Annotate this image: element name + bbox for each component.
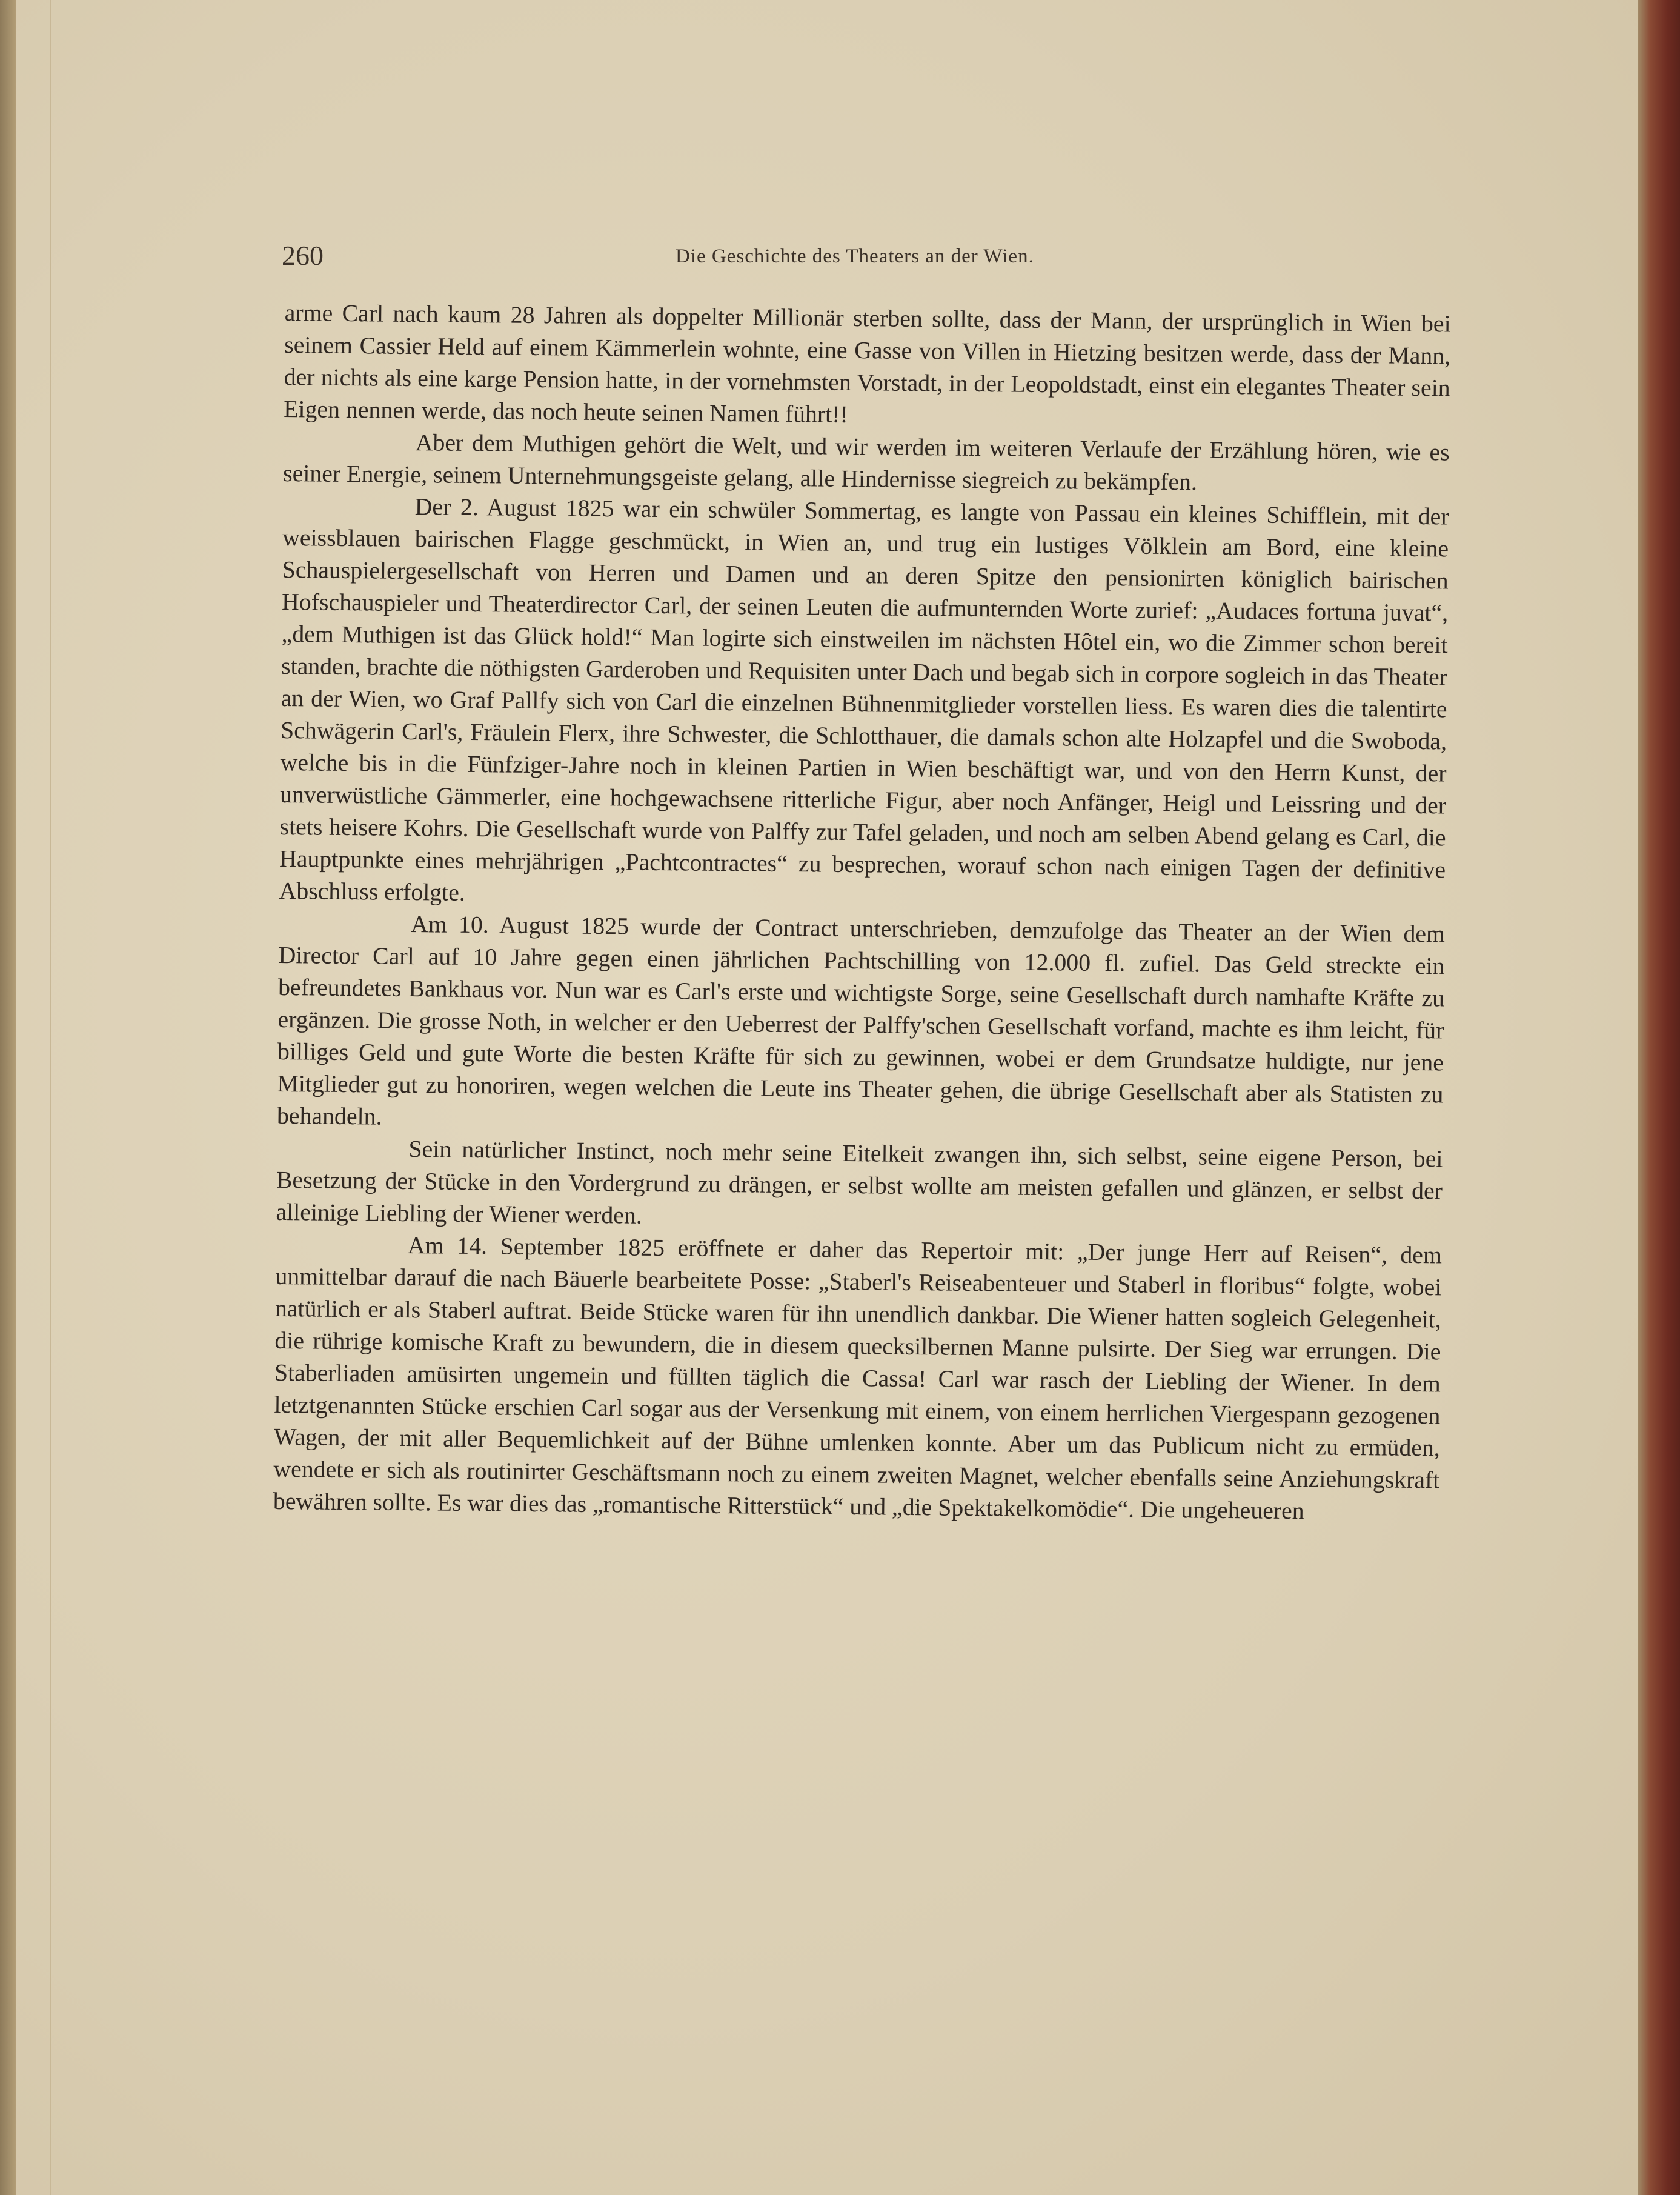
- book-spine-edge: [1638, 0, 1680, 2195]
- body-text: [273, 297, 1451, 1528]
- paragraph-5: Sein natürlicher Instinct, noch mehr seine Eitelkeit zwangen ihn, sich selbst, seine eigene Person, bei Besetzung der Stücke in den Vordergrund zu drängen, er selbst wollte am meisten gefallen und glänzen, er selbst der alleinige Liebling der Wiener werden.: [276, 1136, 1443, 1229]
- page-header: [282, 239, 1448, 282]
- paragraph-4: Am 10. August 1825 wurde der Contract unterschrieben, demzufolge das Theater an der Wien dem Director Carl auf 10 Jahre gegen einen jährlichen Pachtschilling von 12.000 fl. zufiel. Das Geld streckte ein befreundetes Bankhaus vor. Nun war es Carl's erste und wichtigste Sorge, seine Gesellschaft durch namhafte Kräfte zu ergänzen. Die grosse Noth, in welcher er den Ueberrest der Palffy'schen Gesellschaft vorfand, machte es ihm leicht, für billiges Geld und gute Worte die besten Kräfte für sich zu gewinnen, wobei er dem Grundsatze huldigte, nur jene Mitglieder gut zu honoriren, wegen welchen die Leute ins Theater gehen, die übrige Gesellschaft aber als Statisten zu behandeln.: [276, 911, 1446, 1130]
- running-title: Die Geschichte des Theaters an der Wien.: [676, 245, 1034, 267]
- left-page-edge: [0, 0, 16, 2195]
- page-fold-line: [50, 0, 51, 2195]
- paragraph-3: Der 2. August 1825 war ein schwüler Sommertag, es langte von Passau ein kleines Schifflein, mit der weissblauen bairischen Flagge geschmückt, in Wien an, und trug ein lustiges Völklein am Bord, eine kleine Schauspielergesellschaft von Herren und Damen und an deren Spitze den pensionirten königlich bairischen Hofschauspieler und Theaterdirector Carl, der seinen Leuten die aufmunternden Worte zurief: „Audaces fortuna juvat“, „dem Muthigen ist das Glück hold!“ Man logirte sich einstweilen im nächsten Hôtel ein, wo die Zimmer schon bereit standen, brachte die nöthigsten Garderoben und Requisiten unter Dach und begab sich in corpore sogleich in das Theater an der Wien, wo Graf Pallfy sich von Carl die einzelnen Bühnenmitglieder vorstellen liess. Es waren dies die talentirte Schwägerin Carl's, Fräulein Flerx, ihre Schwester, die Schlotthauer, die damals schon alte Holzapfel und die Swoboda, welche bis in die Fünfziger-Jahre noch in kleinen Partien in Wien beschäftigt war, und von den Herrn Kunst, der unverwüstliche Gämmerler, eine hochgewachsene ritterliche Figur, aber noch Anfänger, Heigl und Leissring und der stets heisere Kohrs. Die Gesellschaft wurde von Palffy zur Tafel geladen, und noch am selben Abend gelang es Carl, die Hauptpunkte eines mehrjährigen „Pachtcontractes“ zu besprechen, worauf schon nach einigen Tagen der definitive Abschluss erfolgte.: [279, 493, 1449, 906]
- page-number: 260: [282, 240, 324, 271]
- paragraph-2: Aber dem Muthigen gehört die Welt, und wir werden im weiteren Verlaufe der Erzählung hören, wie es seiner Energie, seinem Unternehmungsgeiste gelang, alle Hindernisse siegreich zu bekämpfen.: [282, 429, 1450, 496]
- paragraph-6: Am 14. September 1825 eröffnete er daher das Repertoir mit: „Der junge Herr auf Reisen“, dem unmittelbar darauf die nach Bäuerle bearbeitete Posse: „Staberl's Reiseabenteuer und Staberl in floribus“ folgte, wobei natürlich er als Staberl auftrat. Beide Stücke waren für ihn unendlich dankbar. Die Wiener hatten sogleich Gelegenheit, die rührige komische Kraft zu bewundern, die in diesem quecksilbernen Manne pulsirte. Der Sieg war errungen. Die Staberliaden amüsirten ungemein und füllten täglich die Cassa! Carl war rasch der Liebling der Wiener. In dem letztgenannten Stücke erschien Carl sogar aus der Versenkung mit einem, von einem herrlichen Viergespann gezogenen Wagen, der mit aller Bequemlichkeit auf der Bühne umlenken konnte. Aber um das Publicum nicht zu ermüden, wendete er sich als routinirter Geschäftsmann noch zu einem zweiten Magnet, welcher ebenfalls seine Anziehungskraft bewähren sollte. Es war dies das „romantische Ritterstück“ und „die Spektakelkomödie“. Die ungeheueren: [273, 1232, 1443, 1525]
- paragraph-1: arme Carl nach kaum 28 Jahren als doppelter Millionär sterben sollte, dass der Mann, der ursprünglich in Wien bei seinem Cassier Held auf einem Kämmerlein wohnte, eine Gasse von Villen in Hietzing besitzen werde, dass der Mann, der nichts als eine karge Pension hatte, in der vornehmsten Vorstadt, in der Leopoldstadt, einst ein elegantes Theater sein Eigen nennen werde, das noch heute seinen Namen führt!!: [284, 299, 1451, 428]
